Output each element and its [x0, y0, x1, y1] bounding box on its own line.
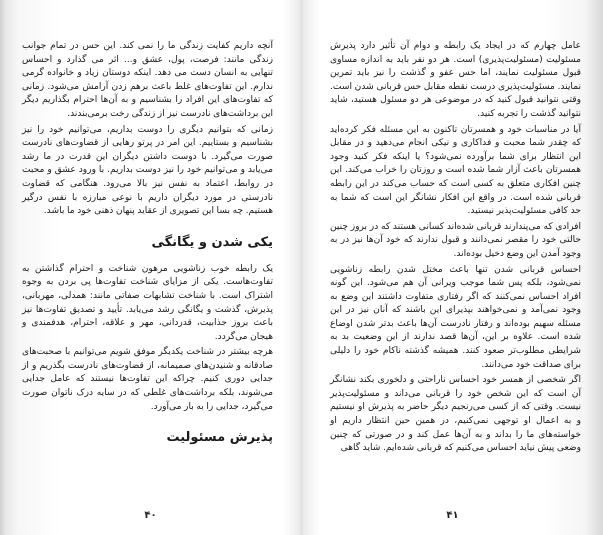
body-paragraph: آنچه داریم کفایت زندگی ما را نمی کند. این حس در تمام جوانب زندگی مانند: فرصت، پول، عشق و... اثر می گذارد و احساس تنهایی به انسان دست می دهد. اینکه دوستان زیاد و خانواده گرمی ندارم. این تفاوت‌های غلط باعث برهم زدن آرامش می‌شود. زمانی که تفاوت‌های این افراد را بشناسیم و به آن‌ها احترام بگذاریم دیگر این برداشت‌های نادرست نیز از زندگی رخت برمی‌بندند.: [22, 41, 273, 119]
right-page: [302, 0, 603, 535]
body-paragraph: افرادی که می‌پندارند قربانی شده‌اند کسانی هستند که در بروز چنین حالتی خود را مقصر نمی‌دانند و قبول ندارند که خود آن‌ها نیز در به وجود آمدن این وضع دخیل بوده‌اند.: [330, 221, 581, 259]
left-page: [0, 0, 301, 535]
body-paragraph: عامل چهارم که در ایجاد یک رابطه و دوام آن تأثیر دارد پذیرش مسئولیت (مسئولیت‌پذیری) است. هر دو نفر باید به اندازه مساوی قبول مسئولیت نمایند، اما حس عفو و گذشت را نیز باید تمرین نمایند. مسئولیت‌پذیری درست نقطه مقابل حس قربانی شدن است. وقتی نتوانید قبول کنید که در موضوعی هر دو مسئول هستید، شاید نتوانید گذشت را تجربه کنید.: [330, 41, 581, 119]
page-number: ۴۰: [144, 510, 157, 521]
section-heading: پذیرش مسئولیت: [166, 430, 273, 446]
body-paragraph: اگر شخصی از همسر خود احساس ناراحتی و دلخوری بکند نشانگر آن است که این شخص خود را قربانی می‌داند و مسئولیت‌پذیر نیست. وقتی که از کسی می‌رنجیم دیگر حاضر به پذیرش او نیستیم و به اعمال او توجهی نمی‌کنیم، در همین حین انتظار داریم او خواسته‌های ما را بداند و به آن‌ها عمل کند و در صورتی که چنین وضعی پیش نیاید احساس می‌کنیم که قربانی شده‌ایم. شاید گاهی: [330, 375, 581, 454]
page-number: ۴۱: [446, 510, 459, 521]
body-paragraph: احساس قربانی شدن تنها باعث مختل شدن رابطه زناشویی نمی‌شود، بلکه پس شما موجب ویرانی آن هم می‌شود. این گونه افراد احساس نمی‌کنند که اگر رفتاری متفاوت داشتند این وضع به وجود نمی‌آمد و نمی‌خواهند بپذیرای این باشند که آنان نیز در این مسئله سهیم بوده‌اند و رفتار نادرست آن‌ها باعث بدتر شدن اوضاع شده است. علاوه بر این، آن‌ها قصد ندارند از این وضعیت بد به شرایطی مطلوب‌تر صعود کنند. همیشه گذشته ناکام خود را دلیلی برای صداقت خود می‌دانند.: [330, 264, 581, 370]
body-paragraph: آیا در مناسبات خود و همسرتان تاکنون به این مسئله فکر کرده‌اید که چقدر شما محبت و فداکاری و نیکی انجام می‌دهید و در مقابل این انتظار برای شما برآورده نمی‌شود؟ یا اینکه فکر کنید وجود همسرتان باعث آزار شما شده است و روزتان را خراب می‌کند. این چنین افکاری متعلق به کسی است که حساب می‌کند در این رابطه قربانی شده است. در واقع این افکار نشانگر این است که شما به حد کافی مسئولیت‌پذیر نیستید.: [330, 124, 581, 217]
body-paragraph: یک رابطه خوب زناشویی مرهون شناخت و احترام گذاشتن به تفاوت‌هاست. یکی از مزایای شناخت تفاوت‌ها پی بردن به وجوه اشتراک است. با شناخت تشابهات صفاتی مانند: همدلی، مهربانی، پذیرش، گذشت و یگانگی رشد می‌یابد. تأیید و تصدیق تفاوت‌ها نیز باعث بروز جذابیت، قدردانی، مهر و علاقه، احترام، هدفمندی و هیجان می‌گردد.: [22, 263, 273, 342]
body-paragraph: زمانی که بتوانیم دیگری را دوست بداریم، می‌توانیم خود را نیز بشناسیم و بستاییم. این امر در پرتو رهایی از قضاوت‌های نادرست صورت می‌گیرد. با دوست داشتن دیگران این قدرت در ما رشد می‌یابد و می‌توانیم خود را نیز دوست بداریم. با ورود عشق و محبت در روابط، اعتماد به نفس نیز بالا می‌رود. هنگامی که قضاوت نادرستی در مورد دیگران داریم با نوعی مبارزه با نفس درگیر هستیم. چه بسا این تصویری از عقاید پنهان ذهنی خود ما باشد.: [22, 124, 273, 217]
body-paragraph: هرچه بیشتر در شناخت یکدیگر موفق شویم می‌توانیم با صحبت‌های صادقانه و شنیدن‌های صمیمانه، از قضاوت‌های نادرست بگذریم و از جدایی دوری کنیم. چراکه این تفاوت‌ها نیستند که عامل جدایی می‌شوند، بلکه برداشت‌های غلطی که در سایه درک ناتوان صورت می‌گیرد، جدایی را به بار می‌آورد.: [22, 347, 273, 412]
section-heading: یکی شدن و یگانگی: [151, 234, 273, 250]
